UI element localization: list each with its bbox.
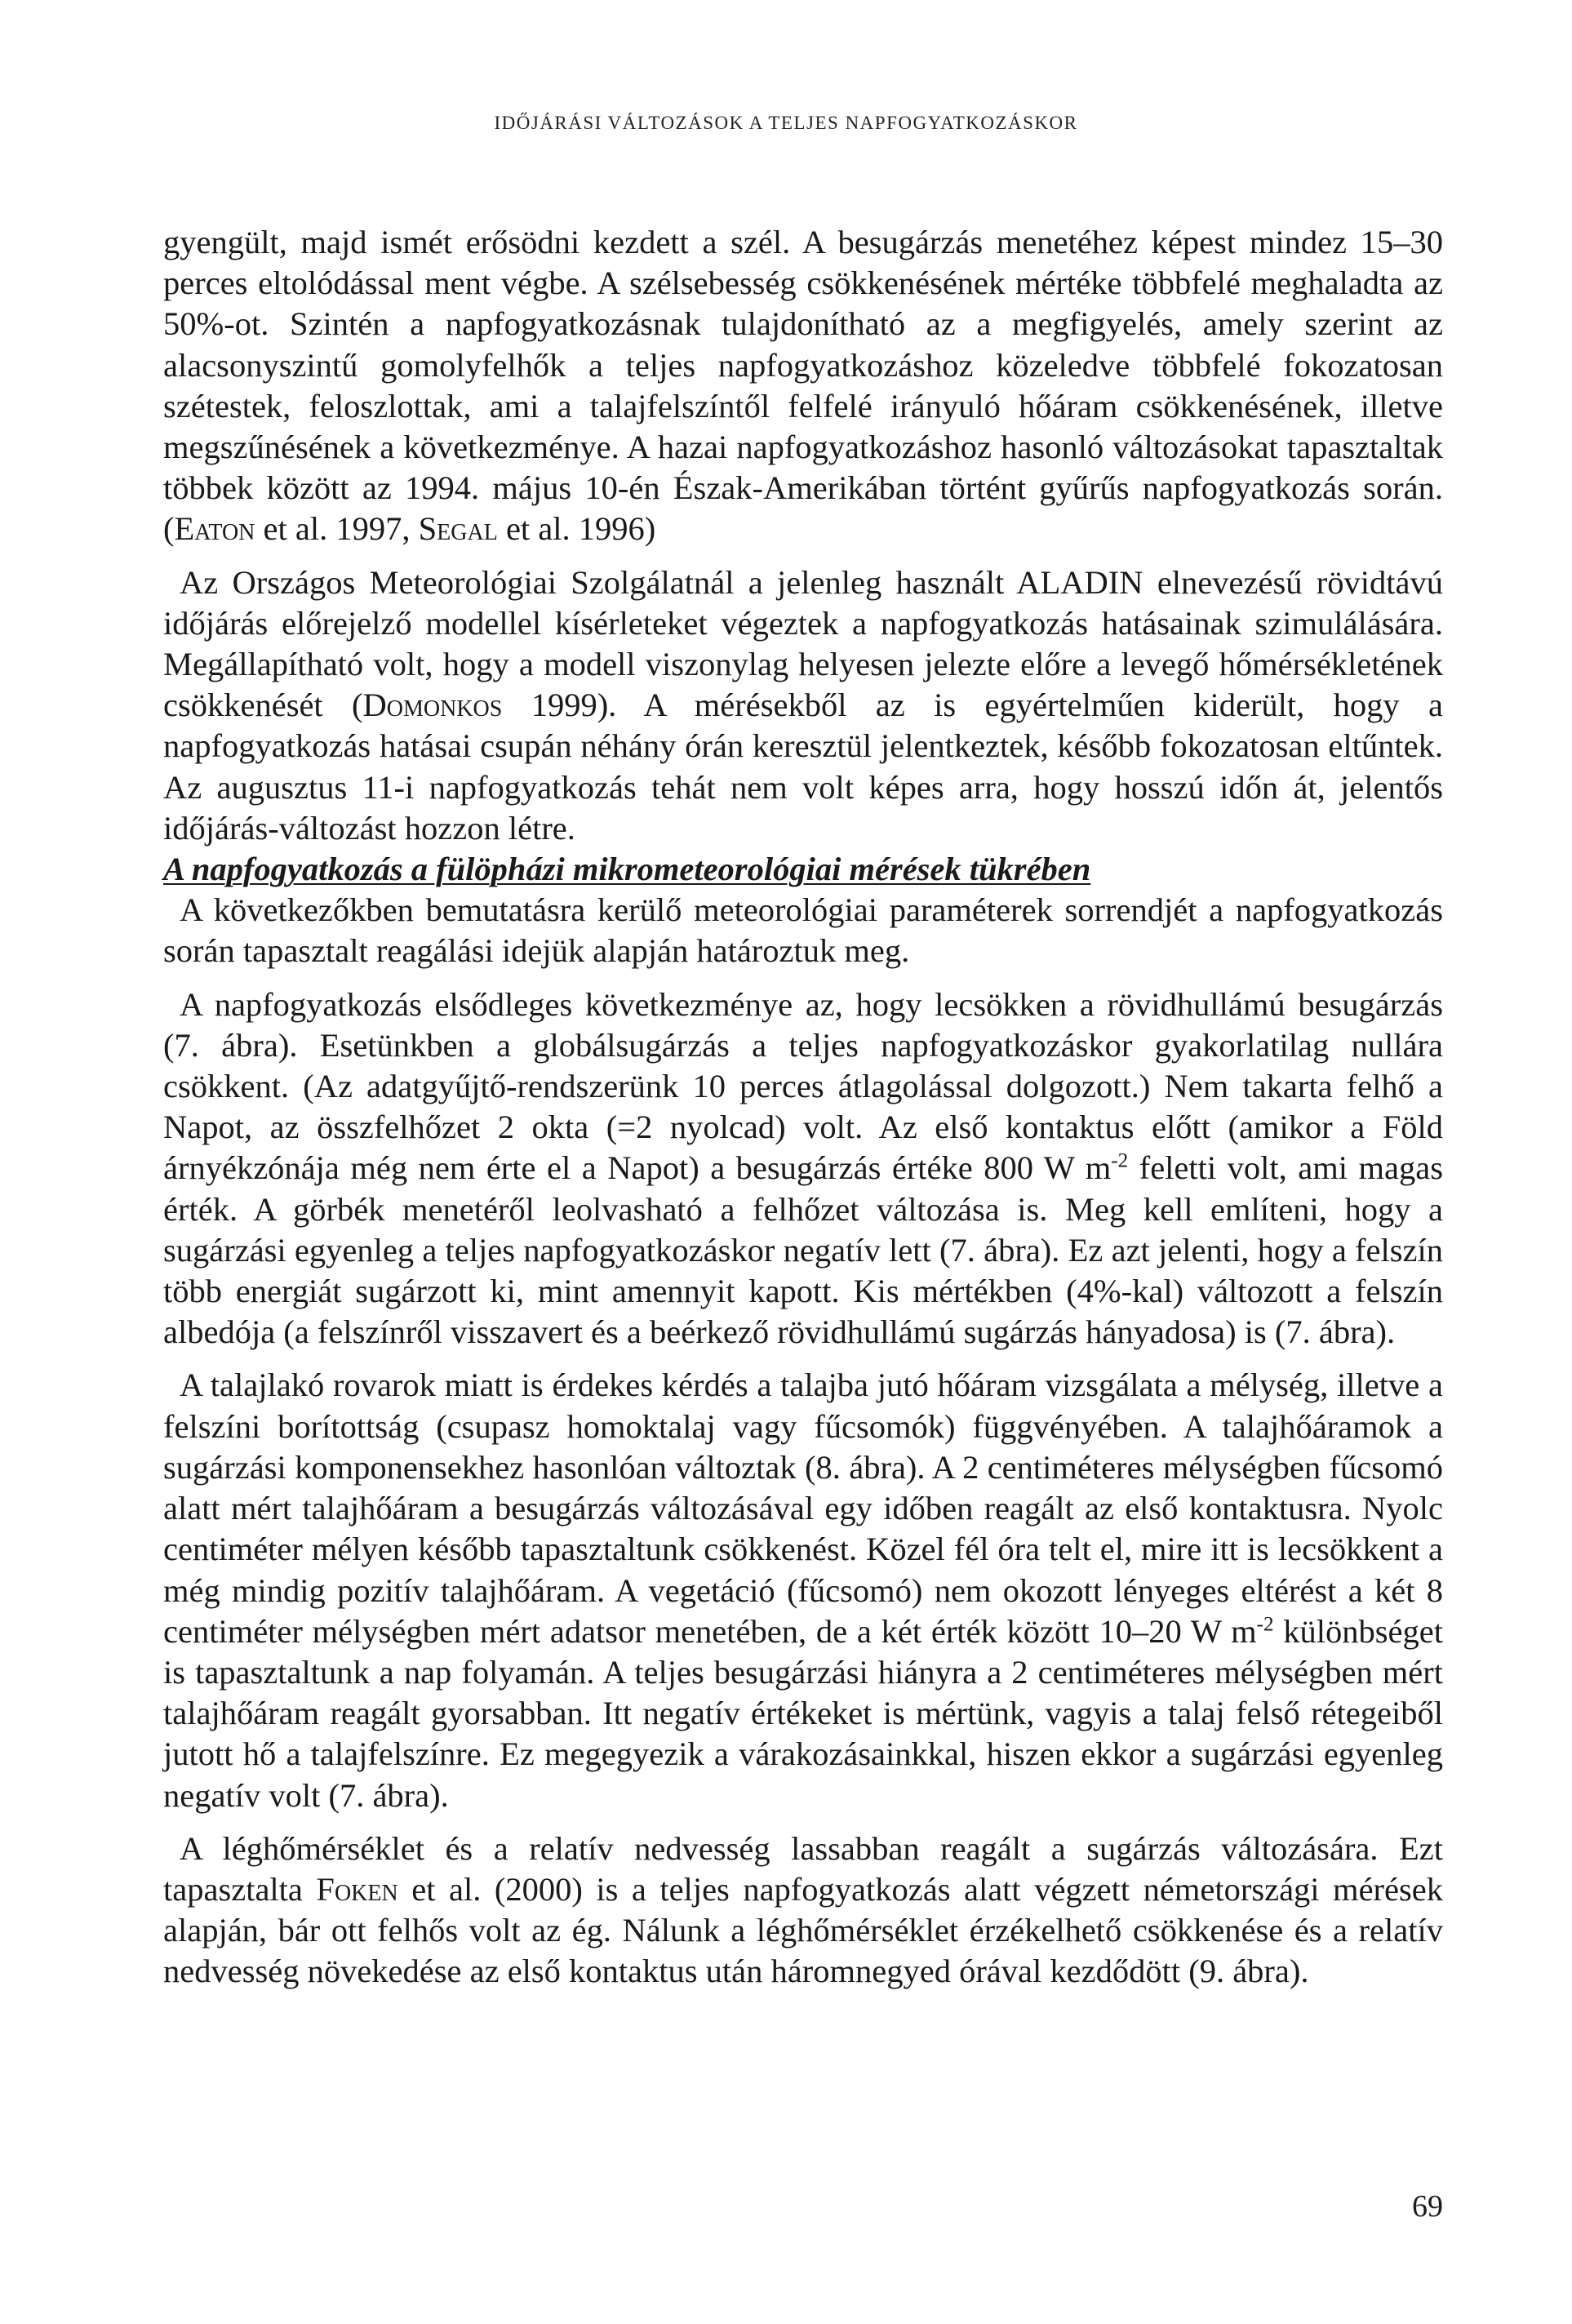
page-number: 69: [1412, 2189, 1443, 2224]
paragraph-section-intro: A következőkben bemutatásra kerülő meteorológiai paraméterek sorrendjét a napfogyatkozás során tapasztalt reagálási idejük alapján határoztuk meg.: [163, 891, 1443, 970]
paragraph-air-temperature: A léghőmérséklet és a relatív nedvesség lassabban reagált a sugárzás változására. Ezt tapasztalta Foken et al. (2000) is a teljes napfogyatkozás alatt végzett németországi mérések alapján, bár ott felhős volt az ég. Nálunk a léghőmérséklet érzékelhető csökkenése és a relatív nedvesség növekedése az első kontaktus után háromnegyed órával kezdődött (9. ábra).: [163, 1829, 1443, 1990]
article-body: [163, 222, 1443, 1993]
running-head: IDŐJÁRÁSI VÁLTOZÁSOK A TELJES NAPFOGYATKOZÁSKOR: [494, 113, 1078, 133]
citation-author: Eaton: [174, 510, 255, 548]
paragraph-soil-heat-flux: A talajlakó rovarok miatt is érdekes kérdés a talajba jutó hőáram vizsgálata a mélység, illetve a felszíni borítottság (csupasz homoktalaj vagy fűcsomók) függvényében. A talajhőáramok a sugárzási komponensekhez hasonlóan változtak (8. ábra). A 2 centiméteres mélységben fűcsomó alatt mért talajhőáram a besugárzás változásával egy időben reagált az első kontaktusra. Nyolc centiméter mélyen később tapasztaltunk csökkenést. Közel fél óra telt el, mire itt is lecsökkent a még mindig pozitív talajhőáram. A vegetáció (fűcsomó) nem okozott lényeges eltérést a két 8 centiméter mélységben mért adatsor menetében, de a két érték között 10–20 W $m^{-2}$ különbséget is tapasztaltunk a nap folyamán. A teljes besugárzási hiányra a 2 centiméteres mélységben mért talajhőáram reagált gyorsabban. Itt negatív értékeket is mértünk, vagyis a talaj felső rétegeiből jutott hő a talajfelszínre. Ez megegyezik a várakozásainkkal, hiszen ekkor a sugárzási egyenleg negatív volt (7. ábra).: [163, 1366, 1443, 1814]
superscript: -2: [1256, 1613, 1274, 1636]
citation-author: Segal: [418, 510, 498, 548]
citation-author: Foken: [316, 1870, 398, 1908]
paragraph-aladin-model: Az Országos Meteorológiai Szolgálatnál a jelenleg használt ALADIN elnevezésű rövidtávú időjárás előrejelző modellel kísérleteket végeztek a napfogyatkozás hatásainak szimulálására. Megállapítható volt, hogy a modell viszonylag helyesen jelezte előre a levegő hőmérsékletének csökkenését (Domonkos 1999). A mérésekből az is egyértelműen kiderült, hogy a napfogyatkozás hatásai csupán néhány órán keresztül jelentkeztek, később fokozatosan eltűntek. Az augusztus 11-i napfogyatkozás tehát nem volt képes arra, hogy hosszú időn át, jelentős időjárás-változást hozzon létre.: [163, 563, 1443, 847]
paragraph-radiation: A napfogyatkozás elsődleges következménye az, hogy lecsökken a rövidhullámú besugárzás (7. ábra). Esetünkben a globálsugárzás a teljes napfogyatkozáskor gyakorlatilag nullára csökkent. (Az adatgyűjtő-rendszerünk 10 perces átlagolással dolgozott.) Nem takarta felhő a Napot, az összfelhőzet 2 okta (=2 nyolcad) volt. Az első kontaktus előtt (amikor a Föld árnyékzónája még nem érte el a Napot) a besugárzás értéke 800 W $m^{-2}$ feletti volt, ami magas érték. A görbék menetéről leolvasható a felhőzet változása is. Meg kell említeni, hogy a sugárzási egyenleg a teljes napfogyatkozáskor negatív lett (7. ábra). Ez azt jelenti, hogy a felszín több energiát sugárzott ki, mint amennyit kapott. Kis mértékben (4%-kal) változott a felszín albedója (a felszínről visszavert és a beérkező rövidhullámú sugárzás hányadosa) is (7. ábra).: [163, 985, 1443, 1351]
section-heading: A napfogyatkozás a fülöpházi mikrometeorológiai mérések tükrében: [163, 851, 1091, 888]
citation-author: Domonkos: [362, 687, 503, 724]
superscript: -2: [1111, 1149, 1129, 1172]
paragraph-wind-and-clouds: gyengült, majd ismét erősödni kezdett a szél. A besugárzás menetéhez képest mindez 15–30 perces eltolódással ment végbe. A szélsebesség csökkenésének mértéke többfelé meghaladta az 50%-ot. Szintén a napfogyatkozásnak tulajdonítható az a megfigyelés, amely szerint az alacsonyszintű gomolyfelhők a teljes napfogyatkozáshoz közeledve többfelé fokozatosan szétestek, feloszlottak, ami a talajfelszíntől felfelé irányuló hőáram csökkenésének, illetve megszűnésének a következménye. A hazai napfogyatkozáshoz hasonló változásokat tapasztaltak többek között az 1994. május 10-én Észak-Amerikában történt gyűrűs napfogyatkozás során. (Eaton et al. 1997, Segal et al. 1996): [163, 224, 1443, 548]
